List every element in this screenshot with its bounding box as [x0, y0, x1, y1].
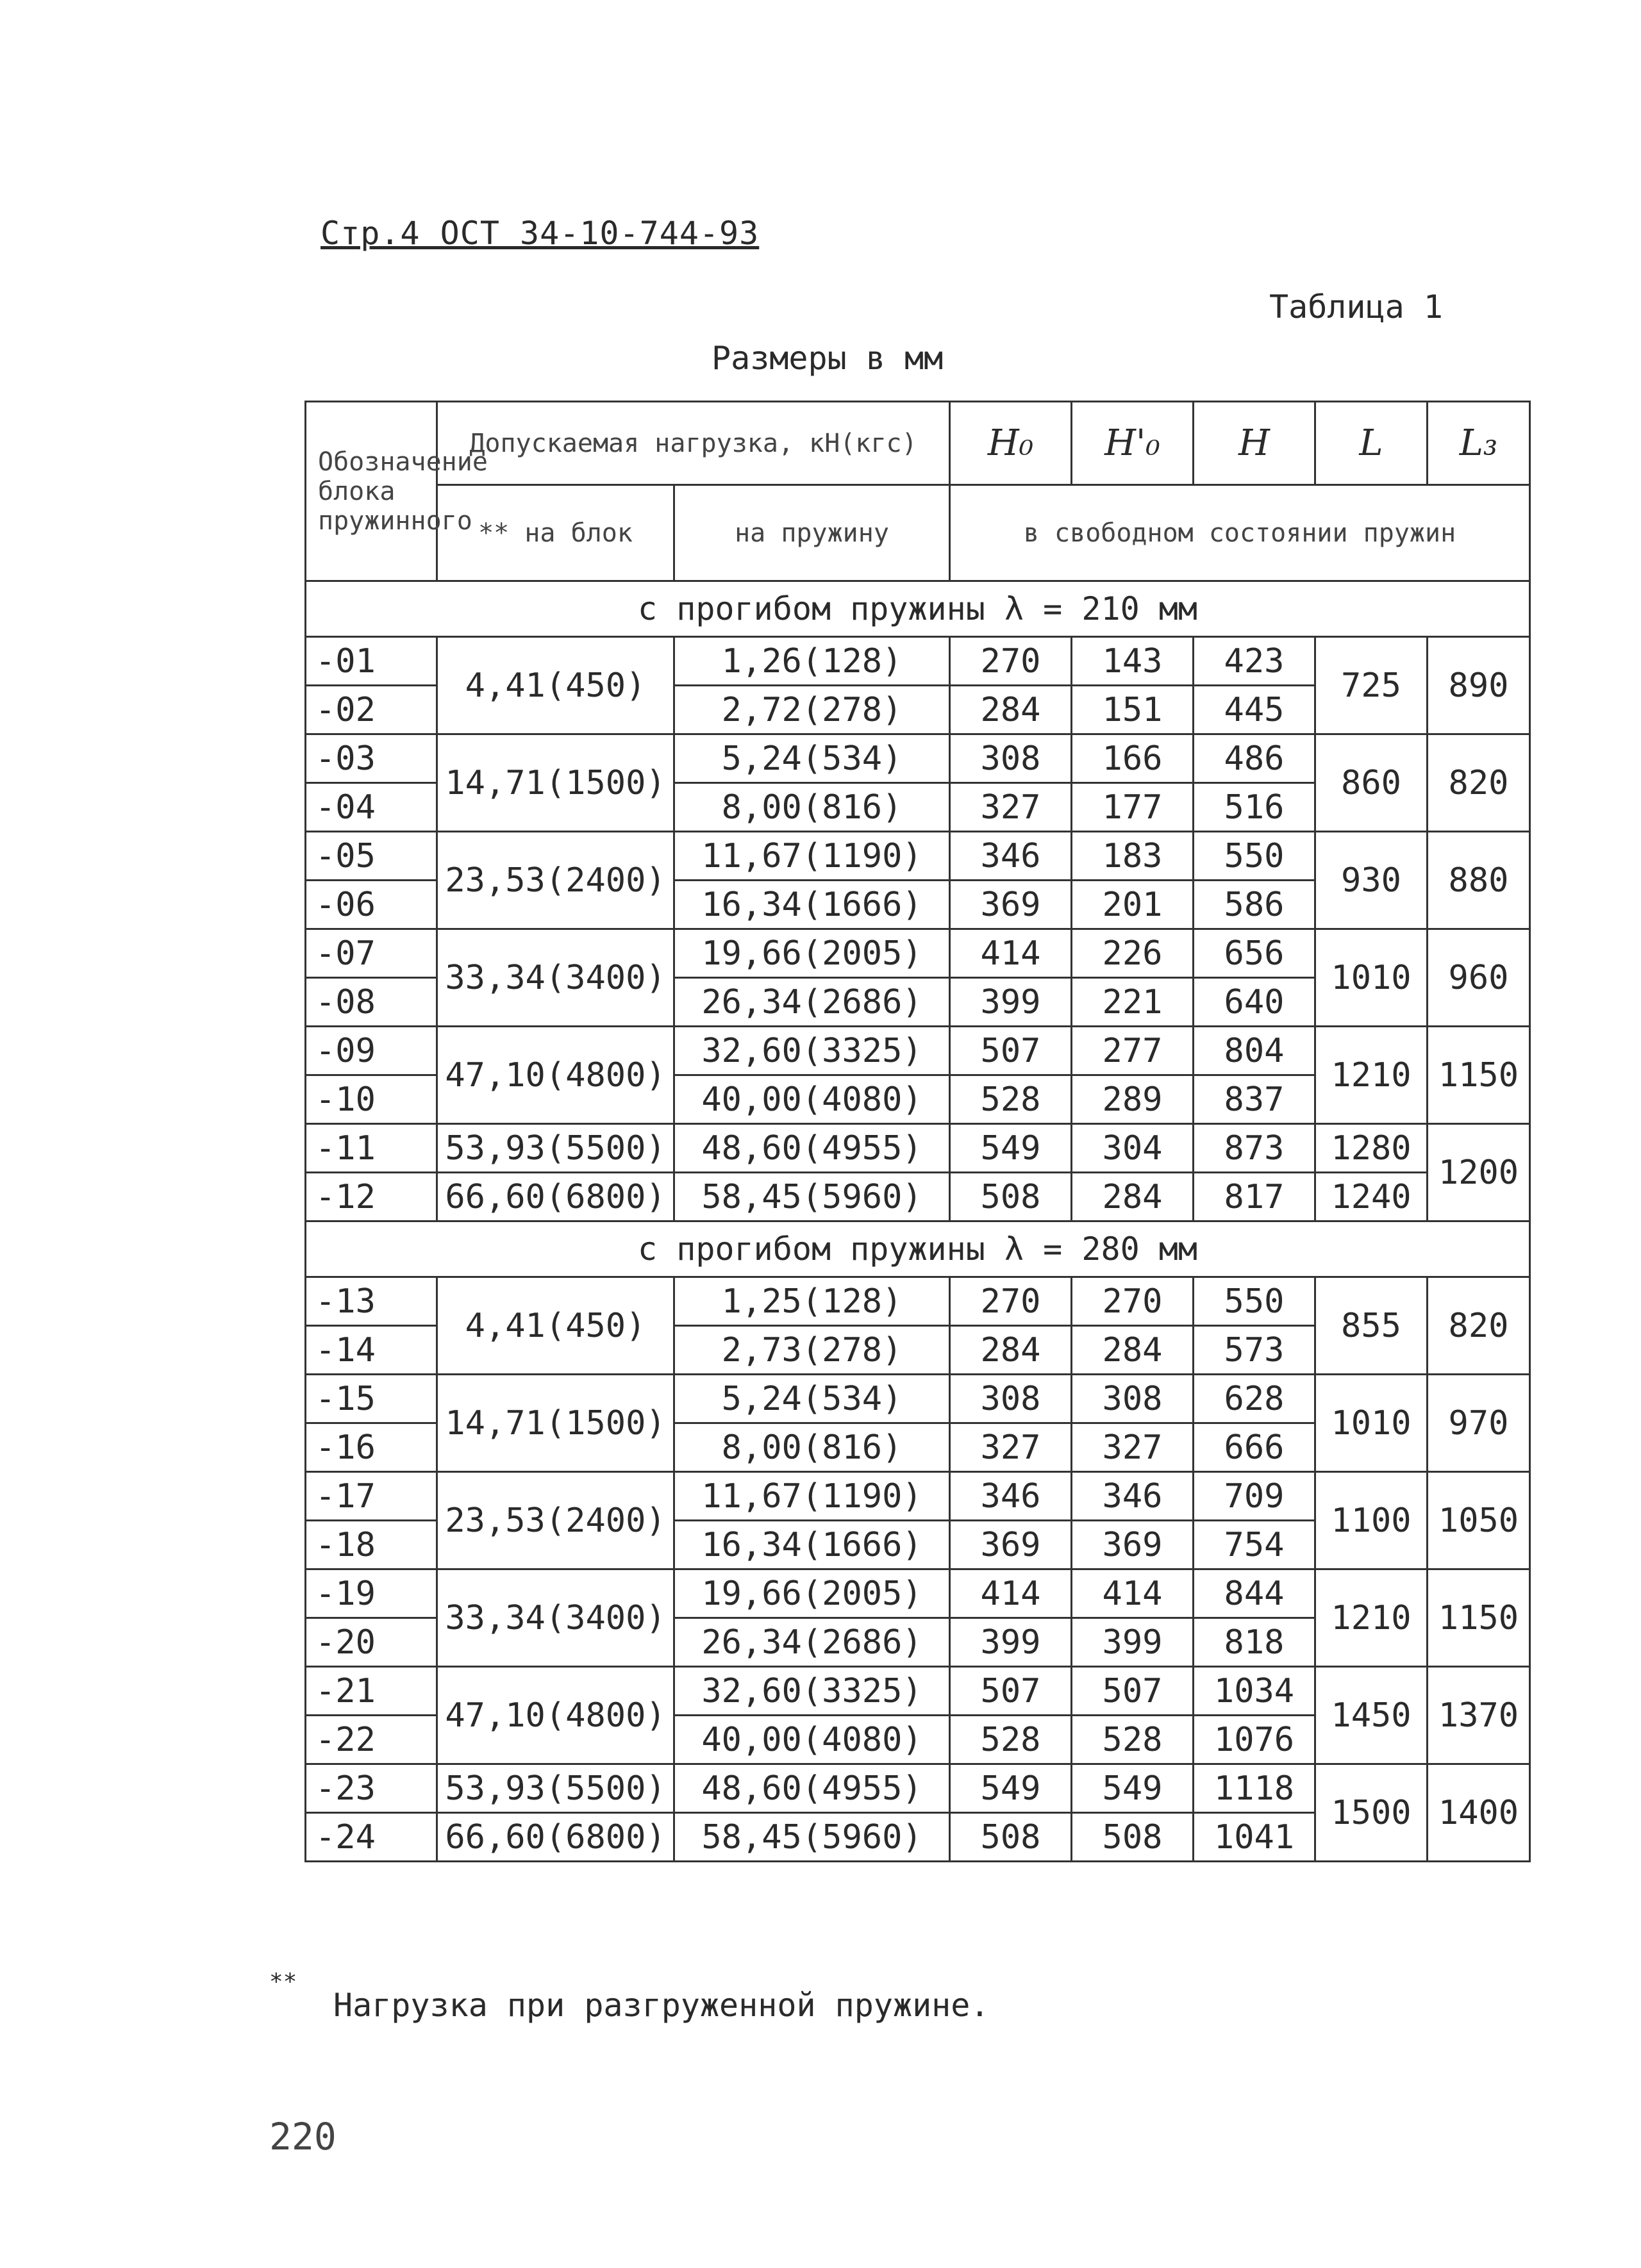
spring-load-cell: 2,73(278)	[674, 1326, 950, 1375]
l3-cell: 1200	[1428, 1124, 1530, 1221]
h0-cell: 284	[950, 1326, 1072, 1375]
spring-block-table	[304, 401, 1531, 1862]
designation-cell: -01	[306, 637, 437, 686]
h-cell: 844	[1194, 1569, 1315, 1618]
table-row	[306, 1277, 1530, 1326]
spring-load-cell: 1,25(128)	[674, 1277, 950, 1326]
block-load-cell: 23,53(2400)	[437, 832, 674, 929]
l3-cell: 1400	[1428, 1764, 1530, 1862]
h0-cell: 508	[950, 1173, 1072, 1221]
designation-cell: -22	[306, 1716, 437, 1764]
h0-prime-cell: 226	[1072, 929, 1194, 978]
spring-load-cell: 19,66(2005)	[674, 929, 950, 978]
h0-cell: 346	[950, 1472, 1072, 1521]
h0-prime-cell: 166	[1072, 734, 1194, 783]
designation-cell: -19	[306, 1569, 437, 1618]
h0-cell: 270	[950, 1277, 1072, 1326]
h0-prime-cell: 183	[1072, 832, 1194, 881]
h-cell: 1034	[1194, 1667, 1315, 1716]
block-load-cell: 33,34(3400)	[437, 929, 674, 1027]
spring-load-cell: 11,67(1190)	[674, 832, 950, 881]
section-210	[306, 581, 1530, 637]
h-cell: 1118	[1194, 1764, 1315, 1813]
l-cell: 860	[1315, 734, 1428, 832]
spring-load-cell: 58,45(5960)	[674, 1173, 950, 1221]
table-row	[306, 1375, 1530, 1423]
spring-load-cell: 32,60(3325)	[674, 1667, 950, 1716]
h-cell: 709	[1194, 1472, 1315, 1521]
l3-cell: 1050	[1428, 1472, 1530, 1569]
designation-cell: -24	[306, 1813, 437, 1862]
designation-cell: -05	[306, 832, 437, 881]
h0-prime-cell: 528	[1072, 1716, 1194, 1764]
h-cell: 628	[1194, 1375, 1315, 1423]
h0-cell: 528	[950, 1075, 1072, 1124]
h0-cell: 369	[950, 1521, 1072, 1569]
l3-cell: 1150	[1428, 1027, 1530, 1124]
h0-cell: 414	[950, 1569, 1072, 1618]
l-cell: 930	[1315, 832, 1428, 929]
block-load-cell: 4,41(450)	[437, 637, 674, 734]
col-header-on-block	[437, 485, 674, 581]
spring-load-cell: 40,00(4080)	[674, 1075, 950, 1124]
designation-cell: -07	[306, 929, 437, 978]
h0-prime-cell: 284	[1072, 1173, 1194, 1221]
h-cell: 516	[1194, 783, 1315, 832]
h0-prime-cell: 327	[1072, 1423, 1194, 1472]
designation-cell: -23	[306, 1764, 437, 1813]
block-load-cell: 66,60(6800)	[437, 1173, 674, 1221]
designation-cell: -20	[306, 1618, 437, 1667]
l-cell: 1100	[1315, 1472, 1428, 1569]
table-row	[306, 1472, 1530, 1521]
col-header-on-spring: на пружину	[674, 485, 950, 581]
footnote-mark: **	[269, 1969, 297, 1995]
h0-prime-cell: 308	[1072, 1375, 1194, 1423]
spring-load-cell: 40,00(4080)	[674, 1716, 950, 1764]
col-header-designation: Обозначение блока пружинного	[306, 402, 437, 581]
block-load-cell: 4,41(450)	[437, 1277, 674, 1375]
designation-cell: -16	[306, 1423, 437, 1472]
col-header-l: L	[1315, 402, 1428, 485]
h0-prime-cell: 143	[1072, 637, 1194, 686]
h0-cell: 399	[950, 978, 1072, 1027]
l-cell: 1450	[1315, 1667, 1428, 1764]
table-row	[306, 929, 1530, 978]
spring-load-cell: 19,66(2005)	[674, 1569, 950, 1618]
designation-cell: -03	[306, 734, 437, 783]
l3-cell: 880	[1428, 832, 1530, 929]
spring-load-cell: 2,72(278)	[674, 686, 950, 734]
spring-load-cell: 32,60(3325)	[674, 1027, 950, 1075]
table-row	[306, 1027, 1530, 1075]
l-cell: 1210	[1315, 1027, 1428, 1124]
l-cell: 1010	[1315, 929, 1428, 1027]
h0-cell: 327	[950, 783, 1072, 832]
h-cell: 818	[1194, 1618, 1315, 1667]
on-block-label: на блок	[524, 518, 633, 548]
h-cell: 445	[1194, 686, 1315, 734]
h0-cell: 508	[950, 1813, 1072, 1862]
h0-cell: 549	[950, 1764, 1072, 1813]
h-cell: 873	[1194, 1124, 1315, 1173]
l3-cell: 820	[1428, 1277, 1530, 1375]
block-load-cell: 33,34(3400)	[437, 1569, 674, 1667]
l-cell: 855	[1315, 1277, 1428, 1375]
h-cell: 586	[1194, 881, 1315, 929]
designation-cell: -21	[306, 1667, 437, 1716]
designation-cell: -15	[306, 1375, 437, 1423]
block-load-cell: 47,10(4800)	[437, 1667, 674, 1764]
col-header-free-state: в свободном состоянии пружин	[950, 485, 1530, 581]
l-cell: 1280	[1315, 1124, 1428, 1173]
h0-prime-cell: 346	[1072, 1472, 1194, 1521]
col-header-h0-prime: H'₀	[1072, 402, 1194, 485]
h0-cell: 346	[950, 832, 1072, 881]
col-header-load: Допускаемая нагрузка, кН(кгс)	[437, 402, 950, 485]
table-row	[306, 637, 1530, 686]
section-210-label: с прогибом пружины λ = 210 мм	[306, 581, 1530, 637]
spring-load-cell: 16,34(1666)	[674, 1521, 950, 1569]
h0-prime-cell: 151	[1072, 686, 1194, 734]
on-block-mark: **	[478, 518, 510, 548]
h0-prime-cell: 399	[1072, 1618, 1194, 1667]
designation-cell: -14	[306, 1326, 437, 1375]
table-row	[306, 1124, 1530, 1173]
block-load-cell: 53,93(5500)	[437, 1764, 674, 1813]
designation-cell: -12	[306, 1173, 437, 1221]
table-body	[306, 402, 1530, 1862]
h0-prime-cell: 507	[1072, 1667, 1194, 1716]
footnote-text: Нагрузка при разгруженной пружине.	[333, 1987, 990, 2024]
designation-cell: -09	[306, 1027, 437, 1075]
designation-cell: -06	[306, 881, 437, 929]
document-header: Стр.4 ОСТ 34-10-744-93	[321, 215, 760, 252]
table-label: Таблица 1	[1269, 288, 1443, 326]
col-header-h: H	[1194, 402, 1315, 485]
table-row	[306, 1569, 1530, 1618]
l-cell: 1210	[1315, 1569, 1428, 1667]
spring-load-cell: 5,24(534)	[674, 734, 950, 783]
designation-cell: -11	[306, 1124, 437, 1173]
spring-load-cell: 5,24(534)	[674, 1375, 950, 1423]
h-cell: 666	[1194, 1423, 1315, 1472]
h0-prime-cell: 270	[1072, 1277, 1194, 1326]
spring-load-cell: 58,45(5960)	[674, 1813, 950, 1862]
units-caption: Размеры в мм	[712, 340, 944, 377]
block-load-cell: 47,10(4800)	[437, 1027, 674, 1124]
h-cell: 804	[1194, 1027, 1315, 1075]
spring-load-cell: 48,60(4955)	[674, 1764, 950, 1813]
h0-cell: 549	[950, 1124, 1072, 1173]
h-cell: 837	[1194, 1075, 1315, 1124]
h0-cell: 414	[950, 929, 1072, 978]
h-cell: 573	[1194, 1326, 1315, 1375]
block-load-cell: 53,93(5500)	[437, 1124, 674, 1173]
spring-load-cell: 26,34(2686)	[674, 1618, 950, 1667]
h0-cell: 270	[950, 637, 1072, 686]
h-cell: 486	[1194, 734, 1315, 783]
designation-cell: -04	[306, 783, 437, 832]
table-row	[306, 1764, 1530, 1813]
h0-prime-cell: 277	[1072, 1027, 1194, 1075]
header-row-1	[306, 402, 1530, 485]
col-header-h0: H₀	[950, 402, 1072, 485]
h-cell: 423	[1194, 637, 1315, 686]
page-number: 220	[269, 2115, 337, 2158]
h0-prime-cell: 221	[1072, 978, 1194, 1027]
h-cell: 550	[1194, 832, 1315, 881]
spring-load-cell: 26,34(2686)	[674, 978, 950, 1027]
h-cell: 656	[1194, 929, 1315, 978]
h0-prime-cell: 177	[1072, 783, 1194, 832]
designation-cell: -08	[306, 978, 437, 1027]
h0-cell: 507	[950, 1027, 1072, 1075]
l3-cell: 890	[1428, 637, 1530, 734]
designation-cell: -17	[306, 1472, 437, 1521]
spring-load-cell: 48,60(4955)	[674, 1124, 950, 1173]
h-cell: 817	[1194, 1173, 1315, 1221]
section-280-label: с прогибом пружины λ = 280 мм	[306, 1221, 1530, 1277]
block-load-cell: 14,71(1500)	[437, 734, 674, 832]
h0-prime-cell: 201	[1072, 881, 1194, 929]
table-row	[306, 1667, 1530, 1716]
h0-prime-cell: 289	[1072, 1075, 1194, 1124]
h-cell: 1041	[1194, 1813, 1315, 1862]
h0-prime-cell: 414	[1072, 1569, 1194, 1618]
table-row	[306, 832, 1530, 881]
l3-cell: 820	[1428, 734, 1530, 832]
designation-cell: -18	[306, 1521, 437, 1569]
h0-prime-cell: 284	[1072, 1326, 1194, 1375]
h0-cell: 308	[950, 734, 1072, 783]
l3-cell: 1370	[1428, 1667, 1530, 1764]
block-load-cell: 14,71(1500)	[437, 1375, 674, 1472]
h0-prime-cell: 304	[1072, 1124, 1194, 1173]
header-row-2	[306, 485, 1530, 581]
h-cell: 754	[1194, 1521, 1315, 1569]
designation-cell: -13	[306, 1277, 437, 1326]
l-cell: 725	[1315, 637, 1428, 734]
spring-load-cell: 16,34(1666)	[674, 881, 950, 929]
l-cell: 1500	[1315, 1764, 1428, 1862]
l3-cell: 960	[1428, 929, 1530, 1027]
h0-cell: 369	[950, 881, 1072, 929]
h0-cell: 308	[950, 1375, 1072, 1423]
spring-load-cell: 1,26(128)	[674, 637, 950, 686]
l3-cell: 970	[1428, 1375, 1530, 1472]
spring-load-cell: 8,00(816)	[674, 783, 950, 832]
h0-cell: 327	[950, 1423, 1072, 1472]
block-load-cell: 66,60(6800)	[437, 1813, 674, 1862]
h0-cell: 507	[950, 1667, 1072, 1716]
section-280	[306, 1221, 1530, 1277]
h-cell: 1076	[1194, 1716, 1315, 1764]
designation-cell: -02	[306, 686, 437, 734]
spring-load-cell: 11,67(1190)	[674, 1472, 950, 1521]
block-load-cell: 23,53(2400)	[437, 1472, 674, 1569]
table-row	[306, 734, 1530, 783]
h0-cell: 399	[950, 1618, 1072, 1667]
h-cell: 550	[1194, 1277, 1315, 1326]
h0-prime-cell: 549	[1072, 1764, 1194, 1813]
h0-prime-cell: 369	[1072, 1521, 1194, 1569]
col-header-l3: L₃	[1428, 402, 1530, 485]
h0-cell: 284	[950, 686, 1072, 734]
designation-cell: -10	[306, 1075, 437, 1124]
footnote	[269, 1969, 990, 2024]
l3-cell: 1150	[1428, 1569, 1530, 1667]
l-cell: 1240	[1315, 1173, 1428, 1221]
h-cell: 640	[1194, 978, 1315, 1027]
h0-cell: 528	[950, 1716, 1072, 1764]
table-row	[306, 1173, 1530, 1221]
h0-prime-cell: 508	[1072, 1813, 1194, 1862]
l-cell: 1010	[1315, 1375, 1428, 1472]
spring-load-cell: 8,00(816)	[674, 1423, 950, 1472]
